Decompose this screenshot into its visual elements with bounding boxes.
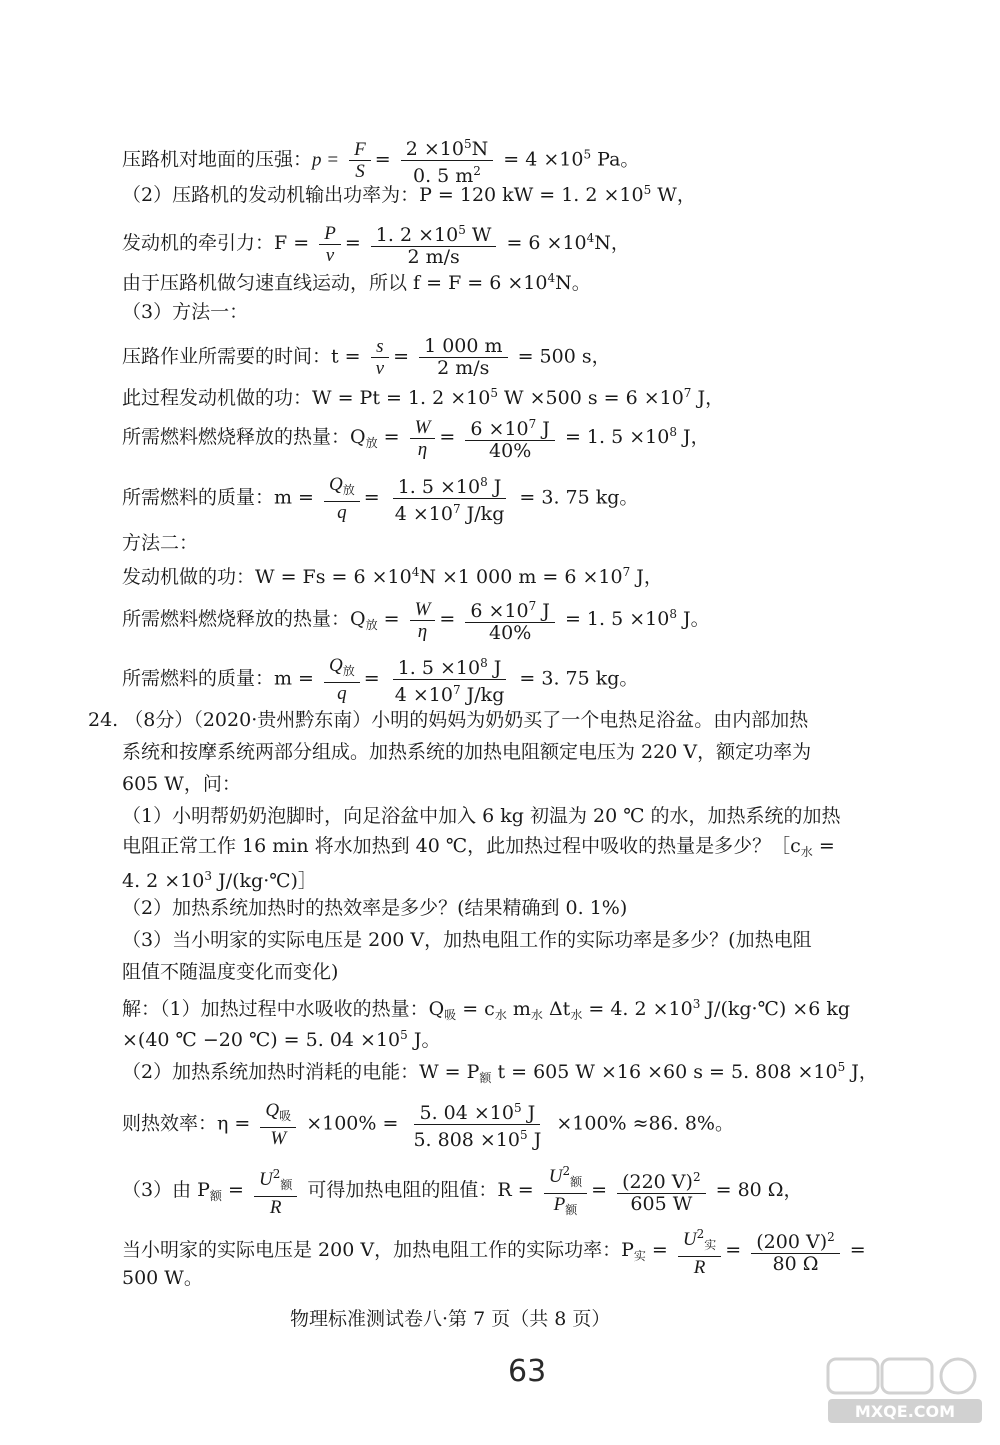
q24-line-7: （2）加热系统加热时的热效率是多少？(结果精确到 0. 1%) xyxy=(122,897,628,919)
line-mass2: 所需燃料的质量：m = $\frac{Q_放}{q}$ = $\frac{1. 5 \times 10^8 J}{4 \times 10^7 J/kg}$ = 3. 75 kg。 xyxy=(122,655,639,706)
q24-line-8: （3）当小明家的实际电压是 200 V，加热电阻工作的实际功率是多少？(加热电阻 xyxy=(122,929,812,951)
solution-line-1: 解：（1）加热过程中水吸收的热量：$Q_吸 = c_水$ $m_水$ $\Delta t_水 = 4$. $2 \times 10^3$ J/(kg·℃) ×6 kg xyxy=(122,997,851,1022)
line-power: （2）压路机的发动机输出功率为：P = 120 kW = 1. $2 \times 10^5$ W， xyxy=(122,183,696,206)
svg-text:MXQE.COM: MXQE.COM xyxy=(854,1402,956,1421)
page-footer: 物理标准测试卷八·第 7 页（共 8 页） xyxy=(290,1308,611,1330)
line-work2: 发动机做的功：$W = Fs = 6 \times 10^4N \times 1$ 000 $m = 6 \times 10^7$ J， xyxy=(122,565,663,588)
line-mass: 所需燃料的质量：m = $\frac{Q_放}{q}$ = $\frac{1. 5 \times 10^8 J}{4 \times 10^7 J/kg}$ = 3. 75 kg。 xyxy=(122,474,639,525)
solution-line-2: ×(40 ℃ −20 ℃) = 5. $04 \times 10^5$ J。 xyxy=(122,1028,441,1051)
solution-line-7: 500 W。 xyxy=(122,1267,203,1289)
line-method1: （3）方法一： xyxy=(122,301,249,323)
line-work: 此过程发动机做的功：W = Pt = 1. $2 \times 10^5$ W ×500 $s = 6 \times 10^7$ J， xyxy=(122,386,725,409)
q24-line-1: 24. （8分）（2020·贵州黔东南）小明的妈妈为奶奶买了一个电热足浴盆。由内部加热 xyxy=(88,709,809,731)
q24-line-4: （1）小明帮奶奶泡脚时，向足浴盆中加入 6 kg 初温为 20 ℃ 的水，加热系统的加热 xyxy=(122,805,841,827)
solution-line-6: 当小明家的实际电压是 200 V，加热电阻工作的实际功率：$P_实$ = $\frac{U^2_实}{R}$ = $\frac{(200 V)^2}{80 \Omega}$ = xyxy=(122,1224,866,1278)
q24-line-6: 4. $2 \times 10^3$ J/(kg·℃)］ xyxy=(122,869,317,892)
line-heat2: 所需燃料燃烧释放的热量：$Q_放$ = $\frac{W}{\eta}$ = $\frac{6 \times 10^7 J}{40\%}$ = 1. $5 \times 10^8$ J。 xyxy=(122,596,710,644)
q24-line-3: 605 W，问： xyxy=(122,773,241,795)
q24-line-9: 阻值不随温度变化而变化) xyxy=(122,961,339,983)
line-traction: 发动机的牵引力：F = $\frac{P}{v}$ = $\frac{1. 2 \times 10^5 W}{2 m/s}$ = $6 \times 10^4N$， xyxy=(122,220,630,268)
line-time: 压路作业所需要的时间：t = $\frac{s}{v}$ = $\frac{1 000 m}{2 m/s}$ = 500 s， xyxy=(122,335,611,379)
line-pressure: 压路机对地面的压强：p = $\frac{F}{S}$ = $\frac{2 \times 10^5N}{0. 5 m^2}$ = $4 \times 10^5$ Pa。 xyxy=(122,134,639,187)
solution-line-5: （3）由 $P_额$ = $\frac{U^2_额}{R}$ 可得加热电阻的阻值：R = $\frac{U^2_额}{P_额}$ = $\frac{(220 V)^2}{605 W}$ = 80 Ω， xyxy=(122,1161,803,1221)
line-method2: 方法二： xyxy=(122,532,199,554)
line-heat: 所需燃料燃烧释放的热量：$Q_放$ = $\frac{W}{\eta}$ = $\frac{6 \times 10^7 J}{40\%}$ = 1. $5 \times 10^8$ J， xyxy=(122,414,710,462)
q24-line-5: 电阻正常工作 16 min 将水加热到 40 ℃，此加热过程中吸收的热量是多少？$[c_水$ = xyxy=(122,835,835,859)
line-friction: 由于压路机做匀速直线运动，所以 $f = F = 6 \times 10^4N$。 xyxy=(122,271,591,294)
handwritten-page-number: 63 xyxy=(508,1354,547,1389)
q24-line-2: 系统和按摩系统两部分组成。加热系统的加热电阻额定电压为 220 V，额定功率为 xyxy=(122,741,812,763)
solution-line-3: （2）加热系统加热时消耗的电能：$W = P_额$ t = 605 W ×16 ×60 s = 5. $808 \times 10^5$ J， xyxy=(122,1060,878,1085)
watermark-logo xyxy=(826,1357,986,1427)
solution-line-4: 则热效率：η = $\frac{Q_吸}{W}$ ×100% = $\frac{5. 04 \times 10^5 J}{5. 808 \times 10^5 J}$ ×100% ≈86. 8%。 xyxy=(122,1100,734,1151)
